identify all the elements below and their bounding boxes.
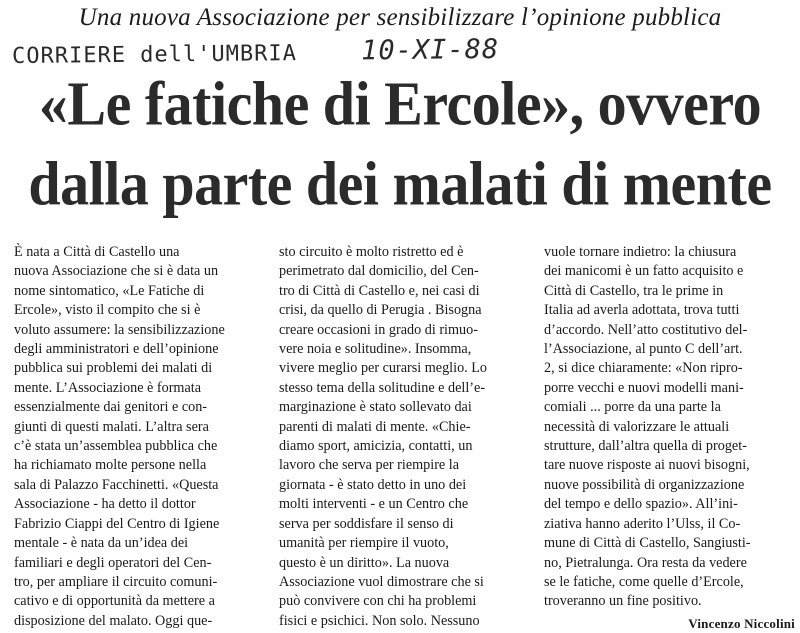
handwritten-source: CORRIERE dell'UMBRIA bbox=[11, 41, 298, 70]
column-text: sto circuito è molto ristretto ed è perimetrato dal domicilio, del Cen- tro di Città di Castello e, nei casi di crisi, da quello di Perugia . Bisogna creare occasioni in grado di rimuo- vere noia e solitudine». Insomma, vivere meglio per curarsi meglio. Lo stesso tema della solitudine e dell’e- marginazione è stato sollevato dai parenti di malati di mente. «Chie- diamo sport, amicizia, contatti, un lavoro che serva per riempire la giornata - è stato detto in uno dei molti interventi - e un Centro che serva per soddisfare il senso di umanità per riempire il vuoto, questo è un diritto». La nuova Associazione vuol dimostrare che si può convivere con chi ha problemi fisici e psichici. Non solo. Nessuno bbox=[279, 244, 488, 629]
handwritten-date: 10-XI-88 bbox=[360, 33, 500, 67]
article-body bbox=[14, 243, 796, 631]
article-column-3 bbox=[544, 243, 795, 631]
headline-line-2: dalla parte dei malati di mente bbox=[28, 148, 772, 219]
column-text: È nata a Città di Castello una nuova Associazione che si è data un nome sintomatico, «Le Fatiche di Ercole», visto il compito che si è voluto assumere: la sensibilizzazione degli amministratori e dell’opinione pubblica sui problemi dei malati di mente. L’Associazione è formata essenzialmente dai genitori e con- giunti di questi malati. L’altra sera c’è stata un’assemblea pubblica che ha richiamato molte persone nella sala di Palazzo Facchinetti. «Questa Associazione - ha detto il dottor Fabrizio Ciappi del Centro di Igiene mentale - è nata da un’idea dei familiari e degli operatori del Cen- tro, per ampliare il circuito comuni- cativo e di opportunità da mettere a disposizione del malato. Oggi que- bbox=[14, 244, 225, 629]
kicker: Una nuova Associazione per sensibilizzare l’opinione pubblica bbox=[78, 4, 722, 31]
column-text: vuole tornare indietro: la chiusura dei manicomi è un fatto acquisito e Città di Castello, tra le prime in Italia ad averla adottata, trova tutti d’accordo. Nell’atto costitutivo del- l’Associazione, al punto C dell’art. 2, si dice chiaramente: «Non ripro- porre vecchi e nuovi modelli mani- comiali ... porre da una parte la necessità di valorizzare le attuali strutture, dall’altra quella di proget- tare nuove risposte ai nuovi bisogni, nuove possibilità di organizzazione del tempo e dello spazio». All’ini- ziativa hanno aderito l’Ulss, il Co- mune di Città di Castello, Sangiusti- no, Pietralunga. Ora resta da vedere se le fatiche, come quelle d’Ercole, troveranno un fine positivo. bbox=[544, 244, 751, 610]
handwritten-source-note bbox=[12, 33, 592, 70]
article-column-1 bbox=[14, 243, 265, 629]
byline: Vincenzo Niccolini bbox=[688, 615, 795, 631]
article-column-2 bbox=[279, 243, 530, 629]
headline-line-1: «Le fatiche di Ercole», ovvero bbox=[38, 68, 762, 139]
